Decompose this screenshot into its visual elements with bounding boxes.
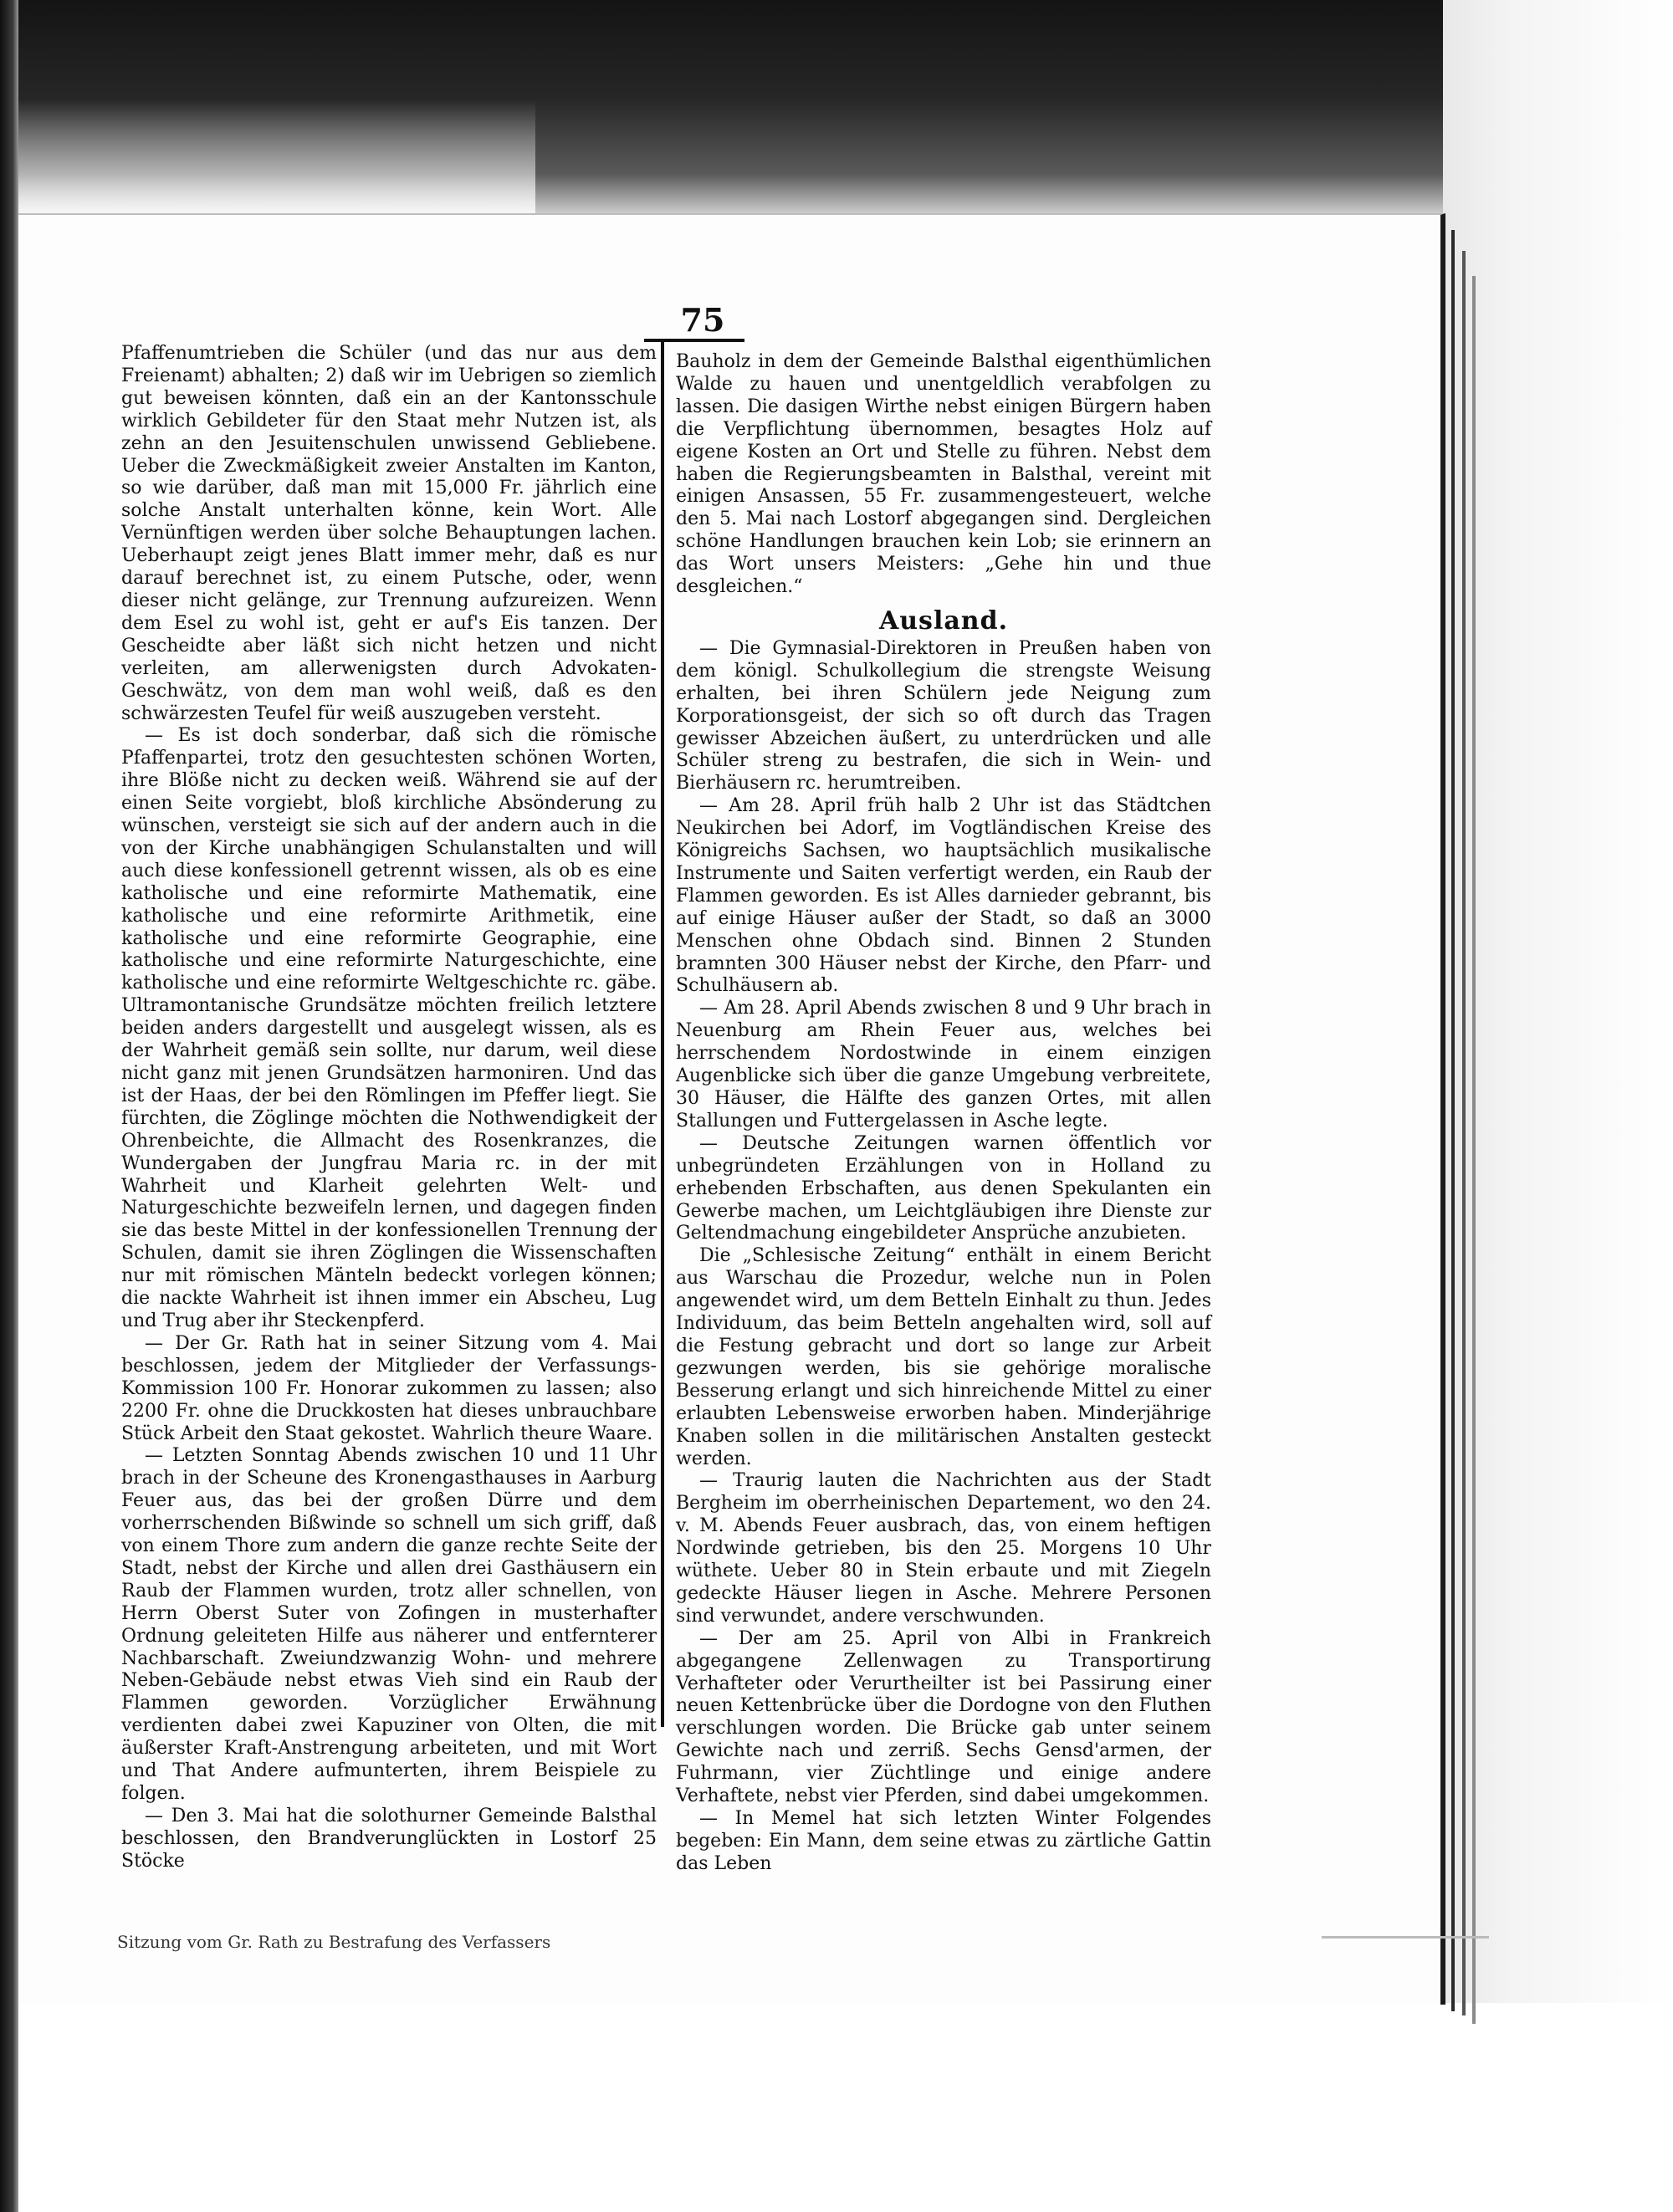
page-edge <box>1472 276 1476 2024</box>
article-paragraph: Pfaffenumtrieben die Schüler (und das nur aus dem Freienamt) abhalten; 2) daß wir im Uebrigen so ziemlich gut beweisen könnten, daß ein an der Kantonsschule wirklich Gebildeter für den Staat mehr Nutzen ist, als zehn an den Jesuitenschulen unwissend Gebliebene. Ueber die Zweckmäßigkeit zweier Anstalten im Kanton, so wie darüber, daß man mit 15,000 Fr. jährlich eine solche Anstalt unterhalten könne, kein Wort. Alle Vernünftigen werden über solche Behauptungen lachen. Ueberhaupt zeigt jenes Blatt immer mehr, daß es nur darauf berechnet ist, zu einem Putsche, oder, wenn dieser nicht gelänge, zur Trennung aufzureizen. Wenn dem Esel zu wohl ist, geht er auf's Eis tanzen. Der Gescheidte aber läßt sich nicht hetzen und nicht verleiten, am allerwenigsten durch Advokaten-Geschwätz, von dem man wohl weiß, daß es den schwärzesten Teufel für weiß auszugeben versteht. <box>121 343 657 724</box>
page-edge <box>1451 230 1455 2011</box>
page-edge <box>1462 251 1466 2015</box>
article-paragraph: — Deutsche Zeitungen warnen öffentlich vor unbegründeten Erzählungen von in Holland zu erhebenden Erbschaften, aus denen Spekulanten ein Gewerbe machen, um Leichtgläubigen ihre Dienste zur Geltendmachung eingebildeter Ansprüche anzubieten. <box>676 1132 1211 1244</box>
left-column <box>121 343 657 1873</box>
article-paragraph: — Am 28. April früh halb 2 Uhr ist das Städtchen Neukirchen bei Adorf, im Vogtländischen Kreise des Königreichs Sachsen, wo hauptsächlich musikalische Instrumente und Saiten verfertigt werden, ein Raub der Flammen geworden. Es ist Alles darnieder gebrannt, bis auf einige Häuser außer der Stadt, so daß an 3000 Menschen ohne Obdach sind. Binnen 2 Stunden bramnten 300 Häuser nebst der Kirche, den Pfarr- und Schulhäusern ab. <box>676 795 1211 997</box>
article-paragraph: — Der Gr. Rath hat in seiner Sitzung vom 4. Mai beschlossen, jedem der Mitglieder der Verfassungs-Kommission 100 Fr. Honorar zukommen zu lassen; also 2200 Fr. ohne die Druckkosten hat dieses unbrauchbare Stück Arbeit den Staat gekostet. Wahrlich theure Waare. <box>121 1332 657 1444</box>
article-paragraph: — Am 28. April Abends zwischen 8 und 9 Uhr brach in Neuenburg am Rhein Feuer aus, welches bei herrschendem Nordostwinde in einem einzigen Augenblicke sich über die ganze Umgebung verbreitete, 30 Häuser, die Hälfte des ganzen Ortes, mit allen Stallungen und Futtergelassen in Asche legte. <box>676 998 1211 1132</box>
page-number: 75 <box>680 301 725 339</box>
bleed-through-text: Sitzung vom Gr. Rath zu Bestrafung des Verfassers <box>117 1932 551 1952</box>
article-paragraph: Die „Schlesische Zeitung“ enthält in einem Bericht aus Warschau die Prozedur, welche nun in Polen angewendet wird, um dem Betteln Einhalt zu thun. Jedes Individuum, das beim Betteln angehalten wird, soll auf die Festung gebracht und dort so lange zur Arbeit gezwungen werden, bis sie gehörige moralische Besserung erlangt und sich hinreichende Mittel zu einer erlaubten Lebensweise erworben haben. Minderjährige Knaben sollen in die militärischen Anstalten gesteckt werden. <box>676 1245 1211 1469</box>
scan-marks <box>1322 1936 1489 1939</box>
column-divider <box>661 339 664 1727</box>
article-paragraph: Bauholz in dem der Gemeinde Balsthal eigenthümlichen Walde zu hauen und unentgeldlich verabfolgen zu lassen. Die dasigen Wirthe nebst einigen Bürgern haben die Verpflichtung übernommen, besagtes Holz auf eigene Kosten an Ort und Stelle zu führen. Nebst dem haben die Regierungsbeamten in Balsthal, vereint mit einigen Ansassen, 55 Fr. zusammengesteuert, welche den 5. Mai nach Lostorf abgegangen sind. Dergleichen schöne Handlungen brauchen kein Lob; sie erinnern an das Wort unsers Meisters: „Gehe hin und thue desgleichen.“ <box>676 351 1211 598</box>
article-paragraph: — Die Gymnasial-Direktoren in Preußen haben von dem königl. Schulkollegium die strengste Weisung erhalten, bei ihren Schülern jede Neigung zum Korporationsgeist, der sich so oft durch das Tragen gewisser Abzeichen äußert, zu unterdrücken und alle Schüler streng zu bestrafen, die sich in Wein- und Bierhäusern rc. herumtreiben. <box>676 637 1211 794</box>
scan-border-right <box>1443 0 1673 2212</box>
scan-border-left <box>0 0 18 2212</box>
scan-border-bottom <box>0 2003 1673 2212</box>
right-column <box>676 351 1211 1876</box>
article-paragraph: — Letzten Sonntag Abends zwischen 10 und 11 Uhr brach in der Scheune des Kronengasthauses in Aarburg Feuer aus, das bei der großen Dürre und dem vorherrschenden Bißwinde so schnell um sich griff, daß von einem Thore zum andern die ganze rechte Seite der Stadt, nebst der Kirche und allen drei Gasthäusern ein Raub der Flammen wurden, trotz aller schnellen, von Herrn Oberst Suter von Zofingen in musterhafter Ordnung geleiteten Hilfe aus näherer und entfernterer Nachbarschaft. Zweiundzwanzig Wohn- und mehrere Neben-Gebäude nebst etwas Vieh sind ein Raub der Flammen geworden. Vorzüglicher Erwähnung verdienten dabei zwei Kapuziner von Olten, die mit äußerster Kraft-Anstrengung arbeiteten, und mit Wort und That Andere aufmunterten, ihrem Beispiele zu folgen. <box>121 1445 657 1804</box>
article-paragraph: — Traurig lauten die Nachrichten aus der Stadt Bergheim im oberrheinischen Departement, wo den 24. v. M. Abends Feuer ausbrach, das, von einem heftigen Nordwinde getrieben, bis den 25. Morgens 10 Uhr wüthete. Ueber 80 in Stein erbaute und mit Ziegeln gedeckte Häuser liegen in Asche. Mehrere Personen sind verwundet, andere verschwunden. <box>676 1470 1211 1627</box>
article-paragraph: — Es ist doch sonderbar, daß sich die römische Pfaffenpartei, trotz den gesuchtesten schönen Worten, ihre Blöße nicht zu decken weiß. Während sie auf der einen Seite vorgiebt, bloß kirchliche Absönderung zu wünschen, versteigt sie sich auf der andern auch in die von der Kirche unabhängigen Schulanstalten und will auch diese konfessionell getrennt wissen, als ob es eine katholische und eine reformirte Mathematik, eine katholische und eine reformirte Arithmetik, eine katholische und eine reformirte Geographie, eine katholische und eine reformirte Naturgeschichte, eine katholische und eine reformirte Weltgeschichte rc. gäbe. Ultramontanische Grundsätze möchten freilich letztere beiden anders dargestellt und ausgelegt wissen, als es der Wahrheit gemäß sein sollte, nur darum, weil diese nicht ganz mit jenen Grundsätzen harmoniren. Und das ist der Haas, der bei den Römlingen im Pfeffer liegt. Sie fürchten, die Zöglinge möchten die Nothwendigkeit der Ohrenbeichte, die Allmacht des Rosenkranzes, die Wundergaben der Jungfrau Maria rc. in der mit Wahrheit und Klarheit gelehrten Welt- und Naturgeschichte bezweifeln lernen, und dagegen finden sie das beste Mittel in der konfessionellen Trennung der Schulen, damit sie ihren Zöglingen die Wissenschaften nur mit römischen Mänteln bedeckt vorlegen können; die nackte Wahrheit ist ihnen immer ein Abscheu, Lug und Trug aber ihr Steckenpferd. <box>121 725 657 1331</box>
section-heading: Ausland. <box>878 605 1009 636</box>
article-paragraph: — Den 3. Mai hat die solothurner Gemeinde Balsthal beschlossen, den Brandverunglückten in Lostorf 25 Stöcke <box>121 1805 657 1872</box>
scan-light-area <box>0 100 535 217</box>
page-number-rule <box>644 339 744 342</box>
article-paragraph: — Der am 25. April von Albi in Frankreich abgegangene Zellenwagen zu Transportirung Verhafteter oder Verurtheilter ist bei Passirung einer neuen Kettenbrücke über die Dordogne von den Fluthen verschlungen worden. Die Brücke gab unter seinem Gewichte nach und zerriß. Sechs Gensd'armen, der Fuhrmann, vier Züchtlinge und einige andere Verhaftete, nebst vier Pferden, sind dabei umgekommen. <box>676 1627 1211 1807</box>
article-paragraph: — In Memel hat sich letzten Winter Folgendes begeben: Ein Mann, dem seine etwas zu zärtliche Gattin das Leben <box>676 1808 1211 1874</box>
